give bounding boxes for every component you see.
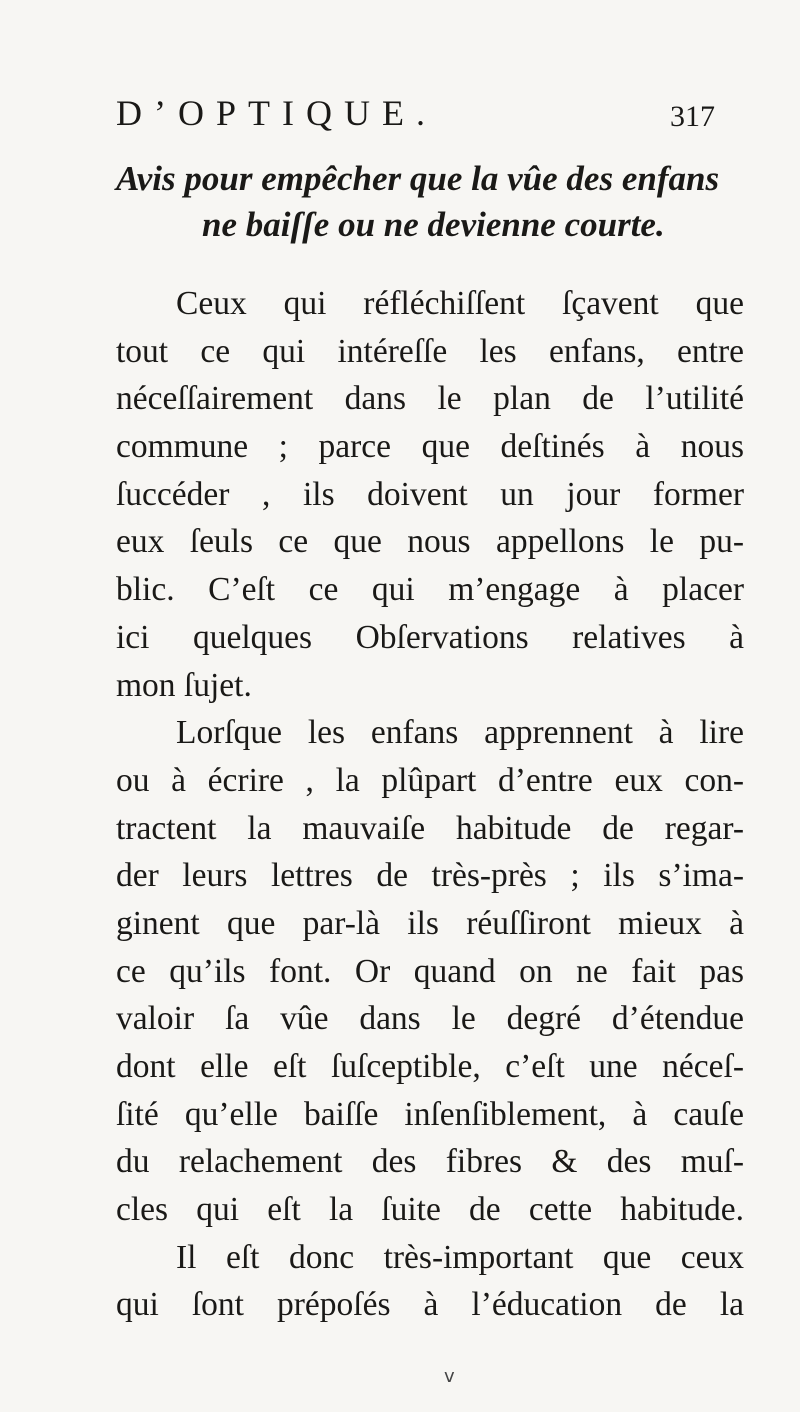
text-line: ou à écrire , la plûpart d’entre eux con- [116, 761, 744, 799]
text-line: cles qui eſt la ſuite de cette habitude. [116, 1191, 744, 1229]
text-line: Ceux qui réfléchiſſent ſçavent que [176, 285, 744, 322]
page-number: 317 [670, 100, 715, 133]
section-title [116, 156, 756, 248]
text-line: ce qu’ils font. Or quand on ne fait pas [116, 952, 744, 990]
text-line: eux ſeuls ce que nous appellons le pu- [116, 523, 744, 561]
text-line: valoir ſa vûe dans le degré d’étendue [116, 1000, 744, 1038]
text-line: tout ce qui intéreſſe les enfans, entre [116, 332, 744, 370]
running-head: D’OPTIQUE. [116, 93, 437, 133]
text-line: ſuccéder , ils doivent un jour former [116, 475, 744, 513]
text-line: ici quelques Obſervations relatives à [116, 618, 744, 656]
section-title-line-2: ne baiſſe ou ne devienne courte. [202, 205, 665, 244]
text-line: tractent la mauvaiſe habitude de regar- [116, 809, 744, 847]
text-line: Lorſque les enfans apprennent à lire [176, 714, 744, 752]
text-line: dont elle eſt ſuſceptible, c’eſt une néceſ- [116, 1048, 744, 1085]
body-text [116, 280, 744, 1329]
text-line: Il eſt donc très-important que ceux [176, 1238, 744, 1276]
text-line: du relachement des fibres & des muſ- [116, 1143, 744, 1181]
text-line: mon ſujet. [116, 666, 252, 704]
text-line: néceſſairement dans le plan de l’utilité [116, 380, 744, 418]
text-line: qui ſont prépoſés à l’éducation de la [116, 1286, 744, 1324]
text-line: blic. C’eſt ce qui m’engage à placer [116, 571, 744, 609]
section-title-line-1: Avis pour empêcher que la vûe des enfans [116, 159, 720, 198]
text-line: commune ; parce que deſtinés à nous [116, 428, 744, 466]
text-line: der leurs lettres de très-près ; ils s’ima- [116, 857, 744, 895]
text-line: ginent que par-là ils réuſſiront mieux à [116, 904, 744, 942]
stray-mark: v [444, 1366, 455, 1387]
text-line: ſité qu’elle baiſſe inſenſiblement, à cauſe [116, 1095, 744, 1133]
